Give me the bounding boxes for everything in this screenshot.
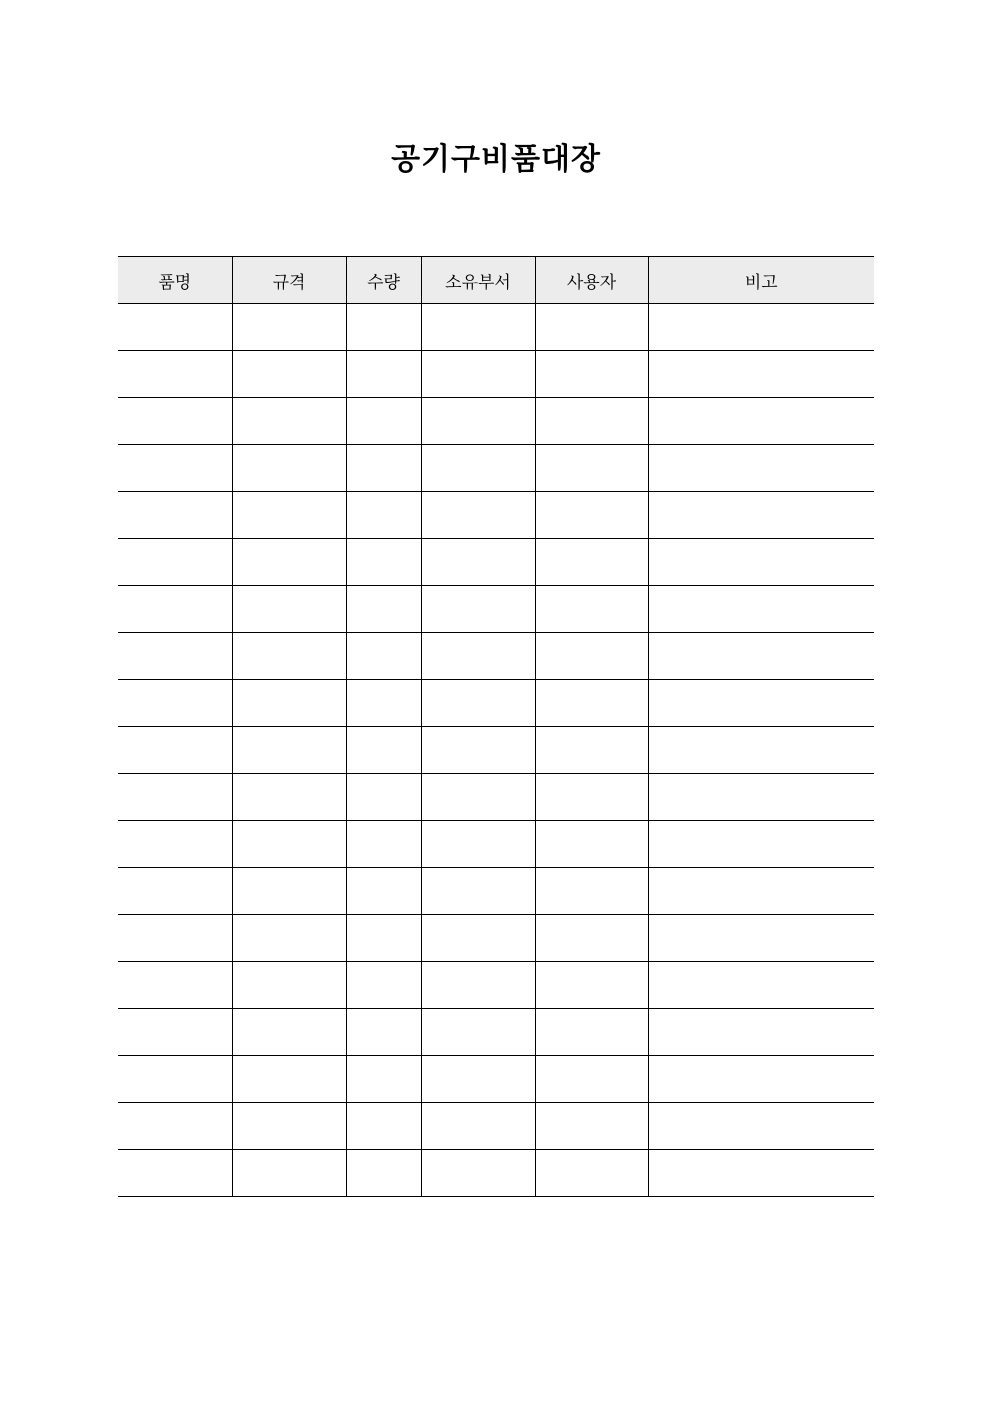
cell-quantity: [346, 774, 421, 821]
cell-user: [535, 492, 648, 539]
cell-user: [535, 539, 648, 586]
table-row: [118, 445, 874, 492]
cell-remarks: [648, 680, 874, 727]
cell-user: [535, 962, 648, 1009]
cell-quantity: [346, 1103, 421, 1150]
cell-owning-department: [421, 962, 535, 1009]
cell-quantity: [346, 304, 421, 351]
cell-spec: [232, 304, 346, 351]
cell-owning-department: [421, 868, 535, 915]
column-header-spec: 규격: [232, 257, 346, 304]
cell-quantity: [346, 680, 421, 727]
cell-item-name: [118, 398, 232, 445]
table-row: [118, 633, 874, 680]
table-row: [118, 1103, 874, 1150]
cell-spec: [232, 351, 346, 398]
cell-spec: [232, 915, 346, 962]
cell-quantity: [346, 1009, 421, 1056]
table-body: [118, 304, 874, 1197]
equipment-ledger-table: [118, 256, 874, 1197]
column-header-user: 사용자: [535, 257, 648, 304]
cell-item-name: [118, 539, 232, 586]
cell-remarks: [648, 774, 874, 821]
cell-item-name: [118, 586, 232, 633]
cell-owning-department: [421, 727, 535, 774]
table-row: [118, 492, 874, 539]
cell-item-name: [118, 915, 232, 962]
cell-user: [535, 774, 648, 821]
cell-owning-department: [421, 1009, 535, 1056]
cell-remarks: [648, 1009, 874, 1056]
cell-quantity: [346, 633, 421, 680]
cell-owning-department: [421, 821, 535, 868]
cell-quantity: [346, 868, 421, 915]
cell-quantity: [346, 445, 421, 492]
cell-item-name: [118, 774, 232, 821]
cell-remarks: [648, 633, 874, 680]
cell-owning-department: [421, 1056, 535, 1103]
cell-owning-department: [421, 539, 535, 586]
table-row: [118, 1056, 874, 1103]
cell-remarks: [648, 915, 874, 962]
cell-quantity: [346, 821, 421, 868]
table-row: [118, 727, 874, 774]
cell-remarks: [648, 586, 874, 633]
cell-spec: [232, 680, 346, 727]
cell-user: [535, 868, 648, 915]
table-row: [118, 1150, 874, 1197]
table-row: [118, 821, 874, 868]
table-row: [118, 962, 874, 1009]
cell-owning-department: [421, 351, 535, 398]
cell-spec: [232, 1056, 346, 1103]
cell-owning-department: [421, 1103, 535, 1150]
cell-user: [535, 1056, 648, 1103]
cell-remarks: [648, 868, 874, 915]
cell-item-name: [118, 680, 232, 727]
table-row: [118, 868, 874, 915]
cell-spec: [232, 1103, 346, 1150]
cell-remarks: [648, 1056, 874, 1103]
cell-item-name: [118, 1103, 232, 1150]
cell-owning-department: [421, 680, 535, 727]
cell-item-name: [118, 445, 232, 492]
cell-owning-department: [421, 445, 535, 492]
cell-owning-department: [421, 398, 535, 445]
cell-item-name: [118, 1009, 232, 1056]
cell-spec: [232, 774, 346, 821]
cell-spec: [232, 821, 346, 868]
cell-remarks: [648, 821, 874, 868]
table-row: [118, 915, 874, 962]
cell-spec: [232, 539, 346, 586]
cell-spec: [232, 868, 346, 915]
cell-user: [535, 1009, 648, 1056]
cell-spec: [232, 398, 346, 445]
table-row: [118, 586, 874, 633]
cell-remarks: [648, 492, 874, 539]
cell-owning-department: [421, 304, 535, 351]
cell-owning-department: [421, 492, 535, 539]
cell-user: [535, 821, 648, 868]
cell-quantity: [346, 351, 421, 398]
cell-quantity: [346, 398, 421, 445]
cell-user: [535, 586, 648, 633]
cell-spec: [232, 633, 346, 680]
cell-remarks: [648, 351, 874, 398]
column-header-owning-department: 소유부서: [421, 257, 535, 304]
cell-user: [535, 915, 648, 962]
cell-spec: [232, 586, 346, 633]
cell-user: [535, 1150, 648, 1197]
cell-remarks: [648, 1150, 874, 1197]
cell-quantity: [346, 586, 421, 633]
table-header: [118, 257, 874, 304]
cell-owning-department: [421, 774, 535, 821]
cell-user: [535, 1103, 648, 1150]
cell-user: [535, 680, 648, 727]
column-header-item-name: 품명: [118, 257, 232, 304]
cell-user: [535, 351, 648, 398]
cell-quantity: [346, 1056, 421, 1103]
cell-item-name: [118, 821, 232, 868]
cell-owning-department: [421, 633, 535, 680]
cell-item-name: [118, 727, 232, 774]
table-row: [118, 774, 874, 821]
cell-remarks: [648, 539, 874, 586]
cell-item-name: [118, 1150, 232, 1197]
cell-user: [535, 633, 648, 680]
cell-spec: [232, 962, 346, 1009]
table-row: [118, 304, 874, 351]
cell-quantity: [346, 727, 421, 774]
cell-item-name: [118, 868, 232, 915]
cell-item-name: [118, 492, 232, 539]
cell-remarks: [648, 1103, 874, 1150]
cell-user: [535, 304, 648, 351]
cell-spec: [232, 727, 346, 774]
table-row: [118, 398, 874, 445]
table-row: [118, 351, 874, 398]
cell-item-name: [118, 304, 232, 351]
column-header-quantity: 수량: [346, 257, 421, 304]
cell-owning-department: [421, 1150, 535, 1197]
cell-item-name: [118, 633, 232, 680]
cell-remarks: [648, 398, 874, 445]
cell-user: [535, 398, 648, 445]
header-row: [118, 257, 874, 304]
cell-remarks: [648, 727, 874, 774]
cell-item-name: [118, 1056, 232, 1103]
cell-user: [535, 727, 648, 774]
cell-remarks: [648, 304, 874, 351]
cell-spec: [232, 1009, 346, 1056]
table-row: [118, 539, 874, 586]
cell-remarks: [648, 445, 874, 492]
cell-quantity: [346, 915, 421, 962]
page-title: 공기구비품대장: [391, 142, 601, 177]
cell-item-name: [118, 962, 232, 1009]
cell-user: [535, 445, 648, 492]
table-row: [118, 680, 874, 727]
cell-quantity: [346, 539, 421, 586]
cell-owning-department: [421, 586, 535, 633]
cell-remarks: [648, 962, 874, 1009]
table-row: [118, 1009, 874, 1056]
cell-item-name: [118, 351, 232, 398]
cell-spec: [232, 492, 346, 539]
cell-quantity: [346, 492, 421, 539]
cell-quantity: [346, 962, 421, 1009]
cell-owning-department: [421, 915, 535, 962]
cell-quantity: [346, 1150, 421, 1197]
cell-spec: [232, 445, 346, 492]
column-header-remarks: 비고: [648, 257, 874, 304]
cell-spec: [232, 1150, 346, 1197]
